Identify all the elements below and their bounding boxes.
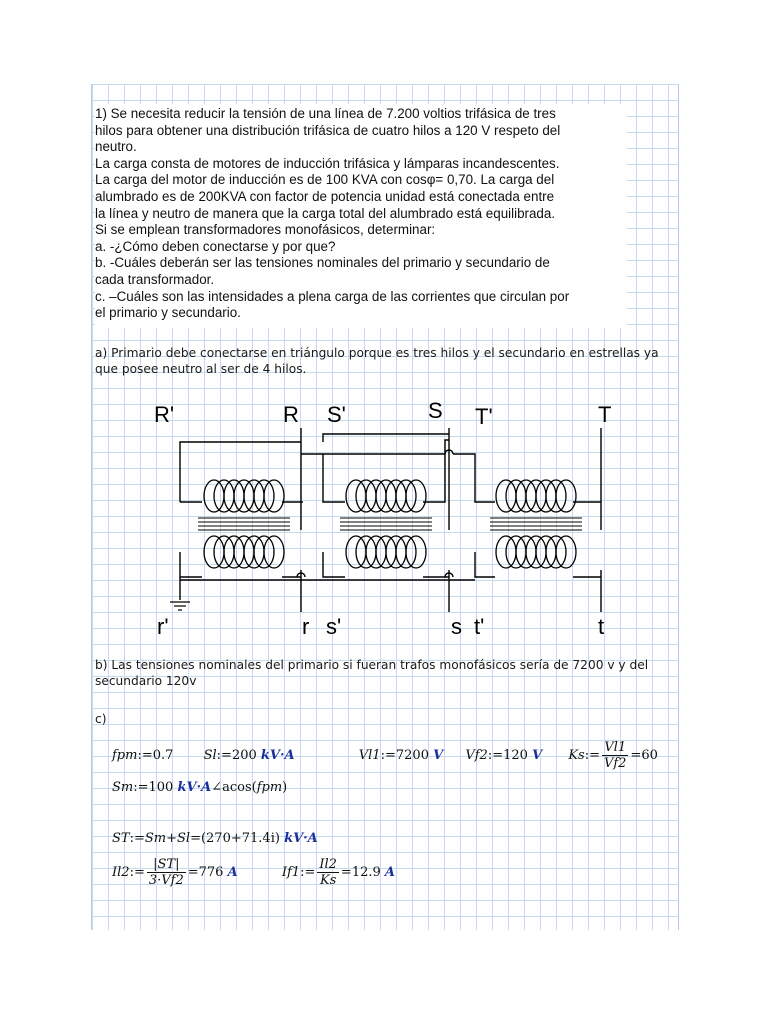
label-S-prime: S': [327, 402, 346, 427]
label-s-prime: s': [326, 614, 342, 639]
math-row-1: [112, 740, 687, 771]
label-T: T: [598, 402, 612, 427]
problem-line: la línea y neutro de manera que la carga total del alumbrado está equilibrada.: [95, 205, 556, 221]
page-bottom-margin: [91, 930, 679, 1024]
problem-line: cada transformador.: [95, 271, 215, 287]
problem-line: el primario y secundario.: [95, 305, 241, 321]
answer-c-label: c): [95, 712, 107, 726]
ks-assign: Ks:= $\frac{Vl1}{Vf2}$ =60: [568, 740, 658, 771]
transformer-diagram: [140, 392, 630, 642]
label-s: s: [451, 614, 462, 639]
label-R-prime: R': [154, 402, 175, 427]
problem-line: Si se emplean transformadores monofásicos, determinar:: [95, 222, 436, 238]
vl1-assign: Vl1:=7200 V: [358, 748, 444, 763]
answer-a: a) Primario debe conectarse en triángulo porque es tres hilos y el secundario en estrellas ya que posee neutro al ser de 4 hilos.: [95, 346, 659, 376]
problem-line: b. -Cuáles deberán ser las tensiones nominales del primario y secundario de: [95, 255, 550, 271]
if1-assign: If1:= $\frac{Il2}{Ks}$ =12.9 A: [281, 857, 396, 888]
math-row-3: ST:=Sm+Sl=(270+71.4i) kV·A: [112, 831, 318, 846]
fpm-assign: fpm:=0.7: [112, 748, 174, 763]
answer-b: b) Las tensiones nominales del primario si fueran trafos monofásicos sería de 7200 v y del secundario 120v: [95, 658, 649, 688]
label-r: r: [302, 614, 310, 639]
problem-line: La carga consta de motores de inducción trifásica y lámparas incandescentes.: [95, 155, 560, 171]
label-S: S: [428, 398, 443, 423]
problem-line: 1) Se necesita reducir la tensión de una línea de 7.200 voltios trifásica de tres: [95, 106, 556, 121]
label-R: R: [283, 402, 299, 427]
label-T-prime: T': [475, 404, 493, 429]
problem-statement: [95, 104, 627, 328]
math-row-2: Sm:=100 kV·A∠acos(fpm): [112, 780, 288, 795]
label-t-prime: t': [474, 614, 485, 639]
problem-line: c. –Cuáles son las intensidades a plena carga de las corrientes que circulan por: [95, 288, 570, 304]
label-r-prime: r': [157, 614, 169, 639]
vf2-assign: Vf2:=120 V: [465, 748, 543, 763]
math-row-4: [112, 857, 395, 888]
sl-assign: Sl:=200 kV·A: [203, 748, 295, 763]
problem-line: a. -¿Cómo deben conectarse y por que?: [95, 238, 336, 254]
il2-assign: Il2:= $\frac{|ST|}{3\cdot Vf2}$ =776 A: [112, 857, 238, 888]
problem-line: La carga del motor de inducción es de 100 KVA con cosφ= 0,70. La carga del: [95, 172, 555, 188]
problem-line: alumbrado es de 200KVA con factor de potencia unidad está conectada entre: [95, 188, 555, 204]
problem-line: neutro.: [95, 139, 137, 155]
problem-line: hilos para obtener una distribución trifásica de cuatro hilos a 120 V respeto del: [95, 122, 561, 138]
label-t: t: [598, 614, 605, 639]
